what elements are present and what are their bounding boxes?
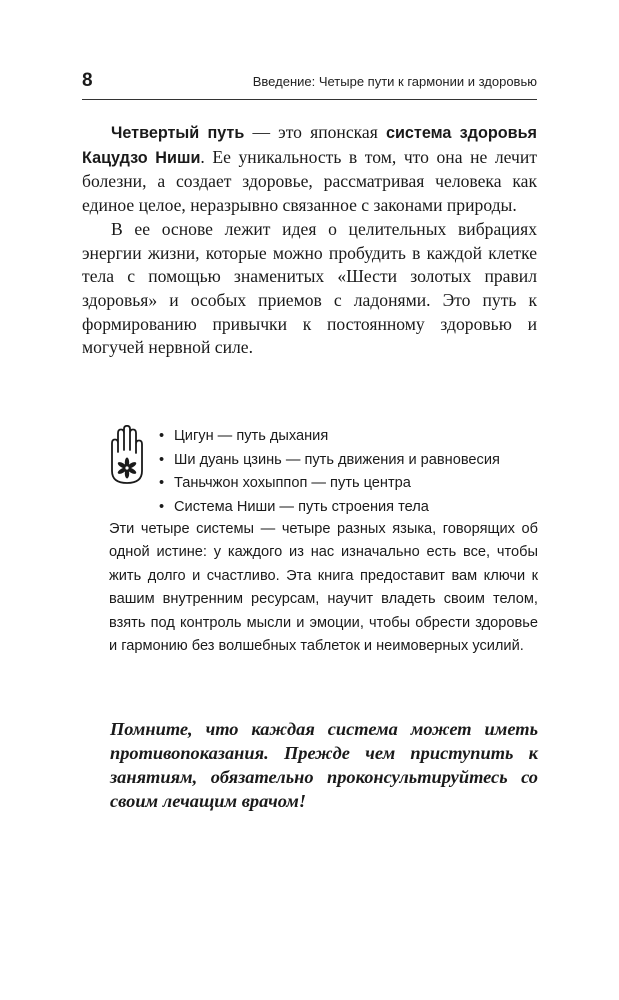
methods-list <box>159 425 500 519</box>
hand-with-flower-icon <box>105 425 149 485</box>
list-item <box>159 425 500 449</box>
medical-warning: Помните, что каждая система может иметь противопоказания. Прежде чем приступить к занятиям, обязательно проконсультируйтесь со своим лечащим врачом! <box>110 719 538 811</box>
bullet-marker: • <box>159 475 165 491</box>
list-item <box>159 449 500 473</box>
paragraph-1-bold-lead: Четвертый путь <box>111 124 245 142</box>
list-item-text: Цигун — путь дыхания <box>174 428 329 444</box>
header-rule <box>82 99 537 100</box>
page-header <box>82 70 537 96</box>
paragraph-1-text-b: . Ее уникальность в том, что она не лечит болезни, а создает здоровье, рассматривая человека как единое целое, неразрывно связанное с законами природы. <box>82 146 538 216</box>
list-item-text: Система Ниши — путь строения тела <box>174 498 429 515</box>
list-item-text: Таньчжон хохыппоп — путь центра <box>174 475 411 491</box>
list-item-text: Ши дуань цзинь — путь движения и равновесия <box>174 451 500 468</box>
bullet-marker: • <box>159 451 165 468</box>
main-text <box>82 121 537 360</box>
paragraph-1-bold-system: система здоровья Кацудзо Ниши <box>82 124 537 167</box>
paragraph-2: В ее основе лежит идея о целительных вибрациях энергии жизни, которые можно пробудить в каждой клетке тела с помощью знаменитых «Шести золотых правил здоровья» и особых приемов с ладонями. Это путь к формированию привычки к постоянному здоровью и могучей нервной силе. <box>82 218 537 358</box>
running-title: Введение: Четыре пути к гармонии и здоровью <box>252 74 537 89</box>
list-item <box>159 472 500 496</box>
bullet-marker: • <box>159 498 165 515</box>
paragraph-1 <box>82 121 537 218</box>
list-item <box>159 496 500 520</box>
summary-paragraph: Эти четыре системы — четыре разных языка, говорящих об одной истине: у каждого из нас изначально есть все, чтобы жить долго и счастливо. Эта книга предоставит вам ключи к вашим внутренним ресурсам, научит владеть своим телом, взять под контроль мысли и эмоции, чтобы обрести здоровье и гармонию без волшебных таблеток и неимоверных усилий. <box>109 521 538 655</box>
paragraph-1-text-a: — это японская <box>244 122 386 142</box>
bullet-marker: • <box>159 428 165 444</box>
page-number: 8 <box>82 70 93 91</box>
